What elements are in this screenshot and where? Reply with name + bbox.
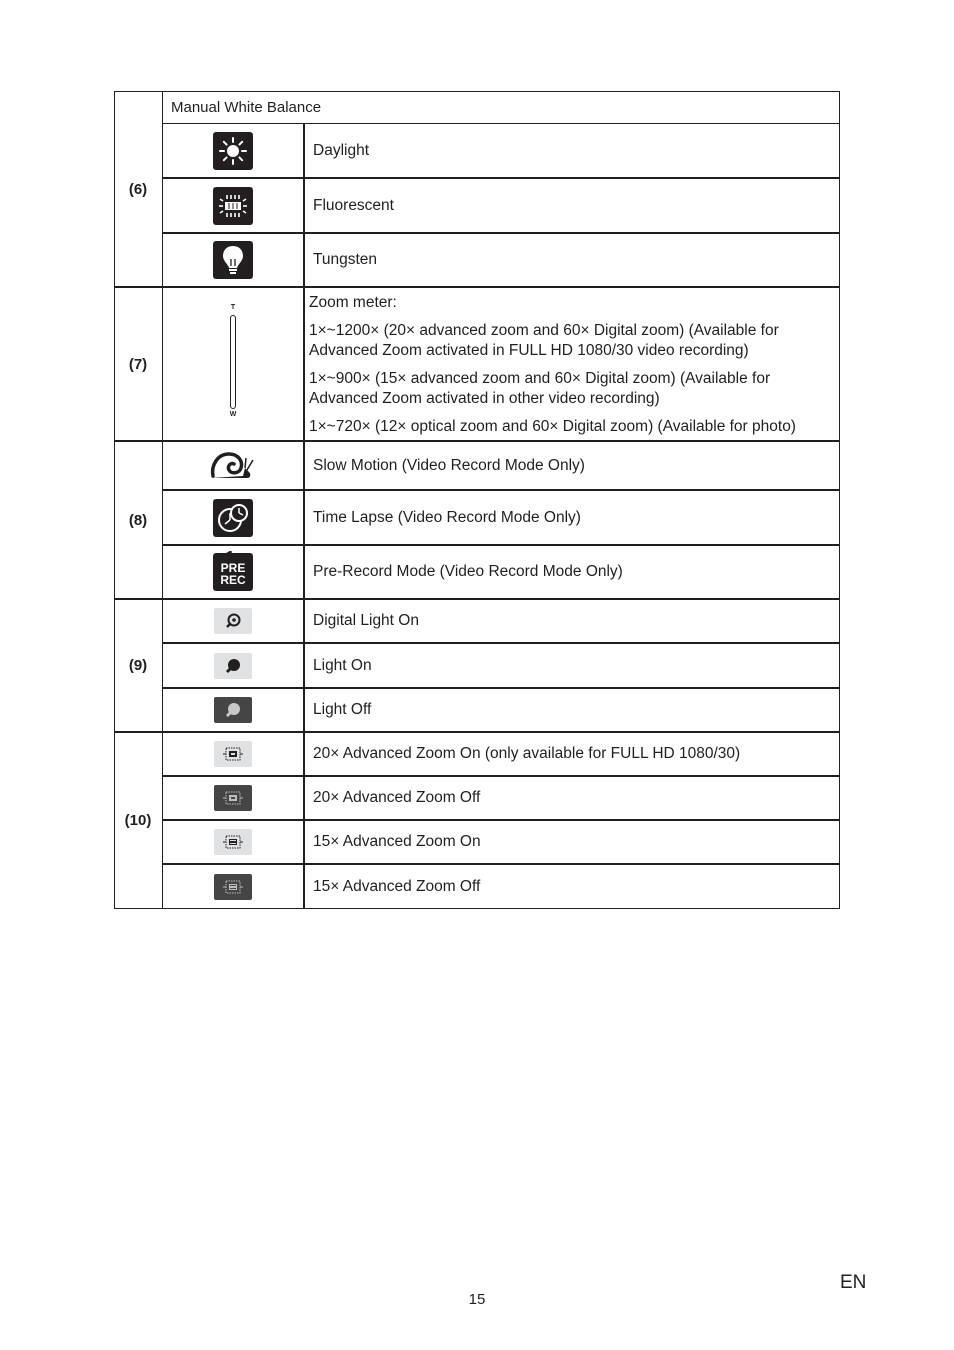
language-code: EN bbox=[840, 1272, 867, 1293]
light-off-icon bbox=[214, 697, 252, 723]
slow-motion-label: Slow Motion (Video Record Mode Only) bbox=[313, 456, 585, 474]
zoom-meter-icon bbox=[223, 304, 243, 424]
zoom-meter-bottom-label: W bbox=[229, 411, 237, 418]
light-on-label: Light On bbox=[313, 656, 372, 674]
pre-record-icon bbox=[213, 553, 253, 591]
fluorescent-icon-cell bbox=[163, 179, 303, 232]
slow-motion-icon bbox=[209, 448, 257, 484]
advanced-zoom-20x-off-icon-cell bbox=[163, 777, 303, 819]
white-balance-header: Manual White Balance bbox=[171, 99, 322, 116]
section-number-8: (8) bbox=[128, 511, 148, 529]
advanced-zoom-15x-off-icon bbox=[214, 874, 252, 900]
advanced-zoom-20x-off-icon bbox=[214, 785, 252, 811]
icon-reference-table bbox=[114, 91, 840, 909]
advanced-zoom-20x-on-icon-cell bbox=[163, 733, 303, 775]
digital-light-on-icon-cell bbox=[163, 600, 303, 642]
zoom-meter-icon-cell bbox=[163, 288, 303, 440]
tungsten-label: Tungsten bbox=[313, 251, 378, 268]
advanced-zoom-15x-on-icon bbox=[214, 829, 252, 855]
fluorescent-label: Fluorescent bbox=[313, 196, 394, 214]
pre-record-label: Pre-Record Mode (Video Record Mode Only) bbox=[313, 563, 623, 580]
slow-motion-icon-cell bbox=[163, 442, 303, 489]
page-number: 15 bbox=[468, 1291, 486, 1308]
section-number-9: (9) bbox=[128, 657, 148, 674]
zoom-range-900: 1×~900× (15× advanced zoom and 60× Digital zoom) (Available for Advanced Zoom activated in other video recording) bbox=[309, 370, 771, 407]
pre-record-icon-cell bbox=[163, 546, 303, 598]
zoom-meter-top-label: T bbox=[230, 304, 236, 311]
advanced-zoom-20x-on-label: 20× Advanced Zoom On (only available for FULL HD 1080/30) bbox=[313, 745, 741, 762]
tungsten-icon-cell bbox=[163, 234, 303, 286]
section-number-7: (7) bbox=[128, 355, 148, 373]
time-lapse-label: Time Lapse (Video Record Mode Only) bbox=[313, 508, 581, 526]
light-off-label: Light Off bbox=[313, 701, 372, 718]
time-lapse-icon-cell bbox=[163, 491, 303, 544]
digital-light-on-label: Digital Light On bbox=[313, 612, 419, 629]
light-on-icon bbox=[214, 653, 252, 679]
pre-record-icon-text-top: PRE bbox=[220, 560, 246, 575]
zoom-range-1200: 1×~1200× (20× advanced zoom and 60× Digital zoom) (Available for Advanced Zoom activated in FULL HD 1080/30 video recording) bbox=[309, 322, 779, 359]
zoom-range-720: 1×~720× (12× optical zoom and 60× Digital zoom) (Available for photo) bbox=[309, 418, 796, 435]
advanced-zoom-20x-on-icon bbox=[214, 741, 252, 767]
advanced-zoom-15x-on-icon-cell bbox=[163, 821, 303, 863]
advanced-zoom-20x-off-label: 20× Advanced Zoom Off bbox=[313, 789, 481, 806]
advanced-zoom-15x-off-icon-cell bbox=[163, 865, 303, 908]
section-number-6: (6) bbox=[128, 180, 148, 198]
advanced-zoom-15x-on-label: 15× Advanced Zoom On bbox=[313, 833, 481, 850]
daylight-label: Daylight bbox=[313, 141, 369, 159]
pre-record-icon-text-bottom: REC bbox=[220, 572, 246, 587]
digital-light-on-icon bbox=[214, 608, 252, 634]
light-off-icon-cell bbox=[163, 689, 303, 731]
fluorescent-icon bbox=[213, 187, 253, 225]
time-lapse-icon bbox=[213, 499, 253, 537]
daylight-icon-cell bbox=[163, 124, 303, 177]
zoom-meter-description bbox=[305, 288, 839, 440]
tungsten-icon bbox=[213, 241, 253, 279]
daylight-icon bbox=[213, 132, 253, 170]
advanced-zoom-15x-off-label: 15× Advanced Zoom Off bbox=[313, 877, 481, 895]
zoom-meter-title: Zoom meter: bbox=[309, 294, 397, 311]
section-number-10: (10) bbox=[124, 812, 152, 829]
light-on-icon-cell bbox=[163, 644, 303, 687]
